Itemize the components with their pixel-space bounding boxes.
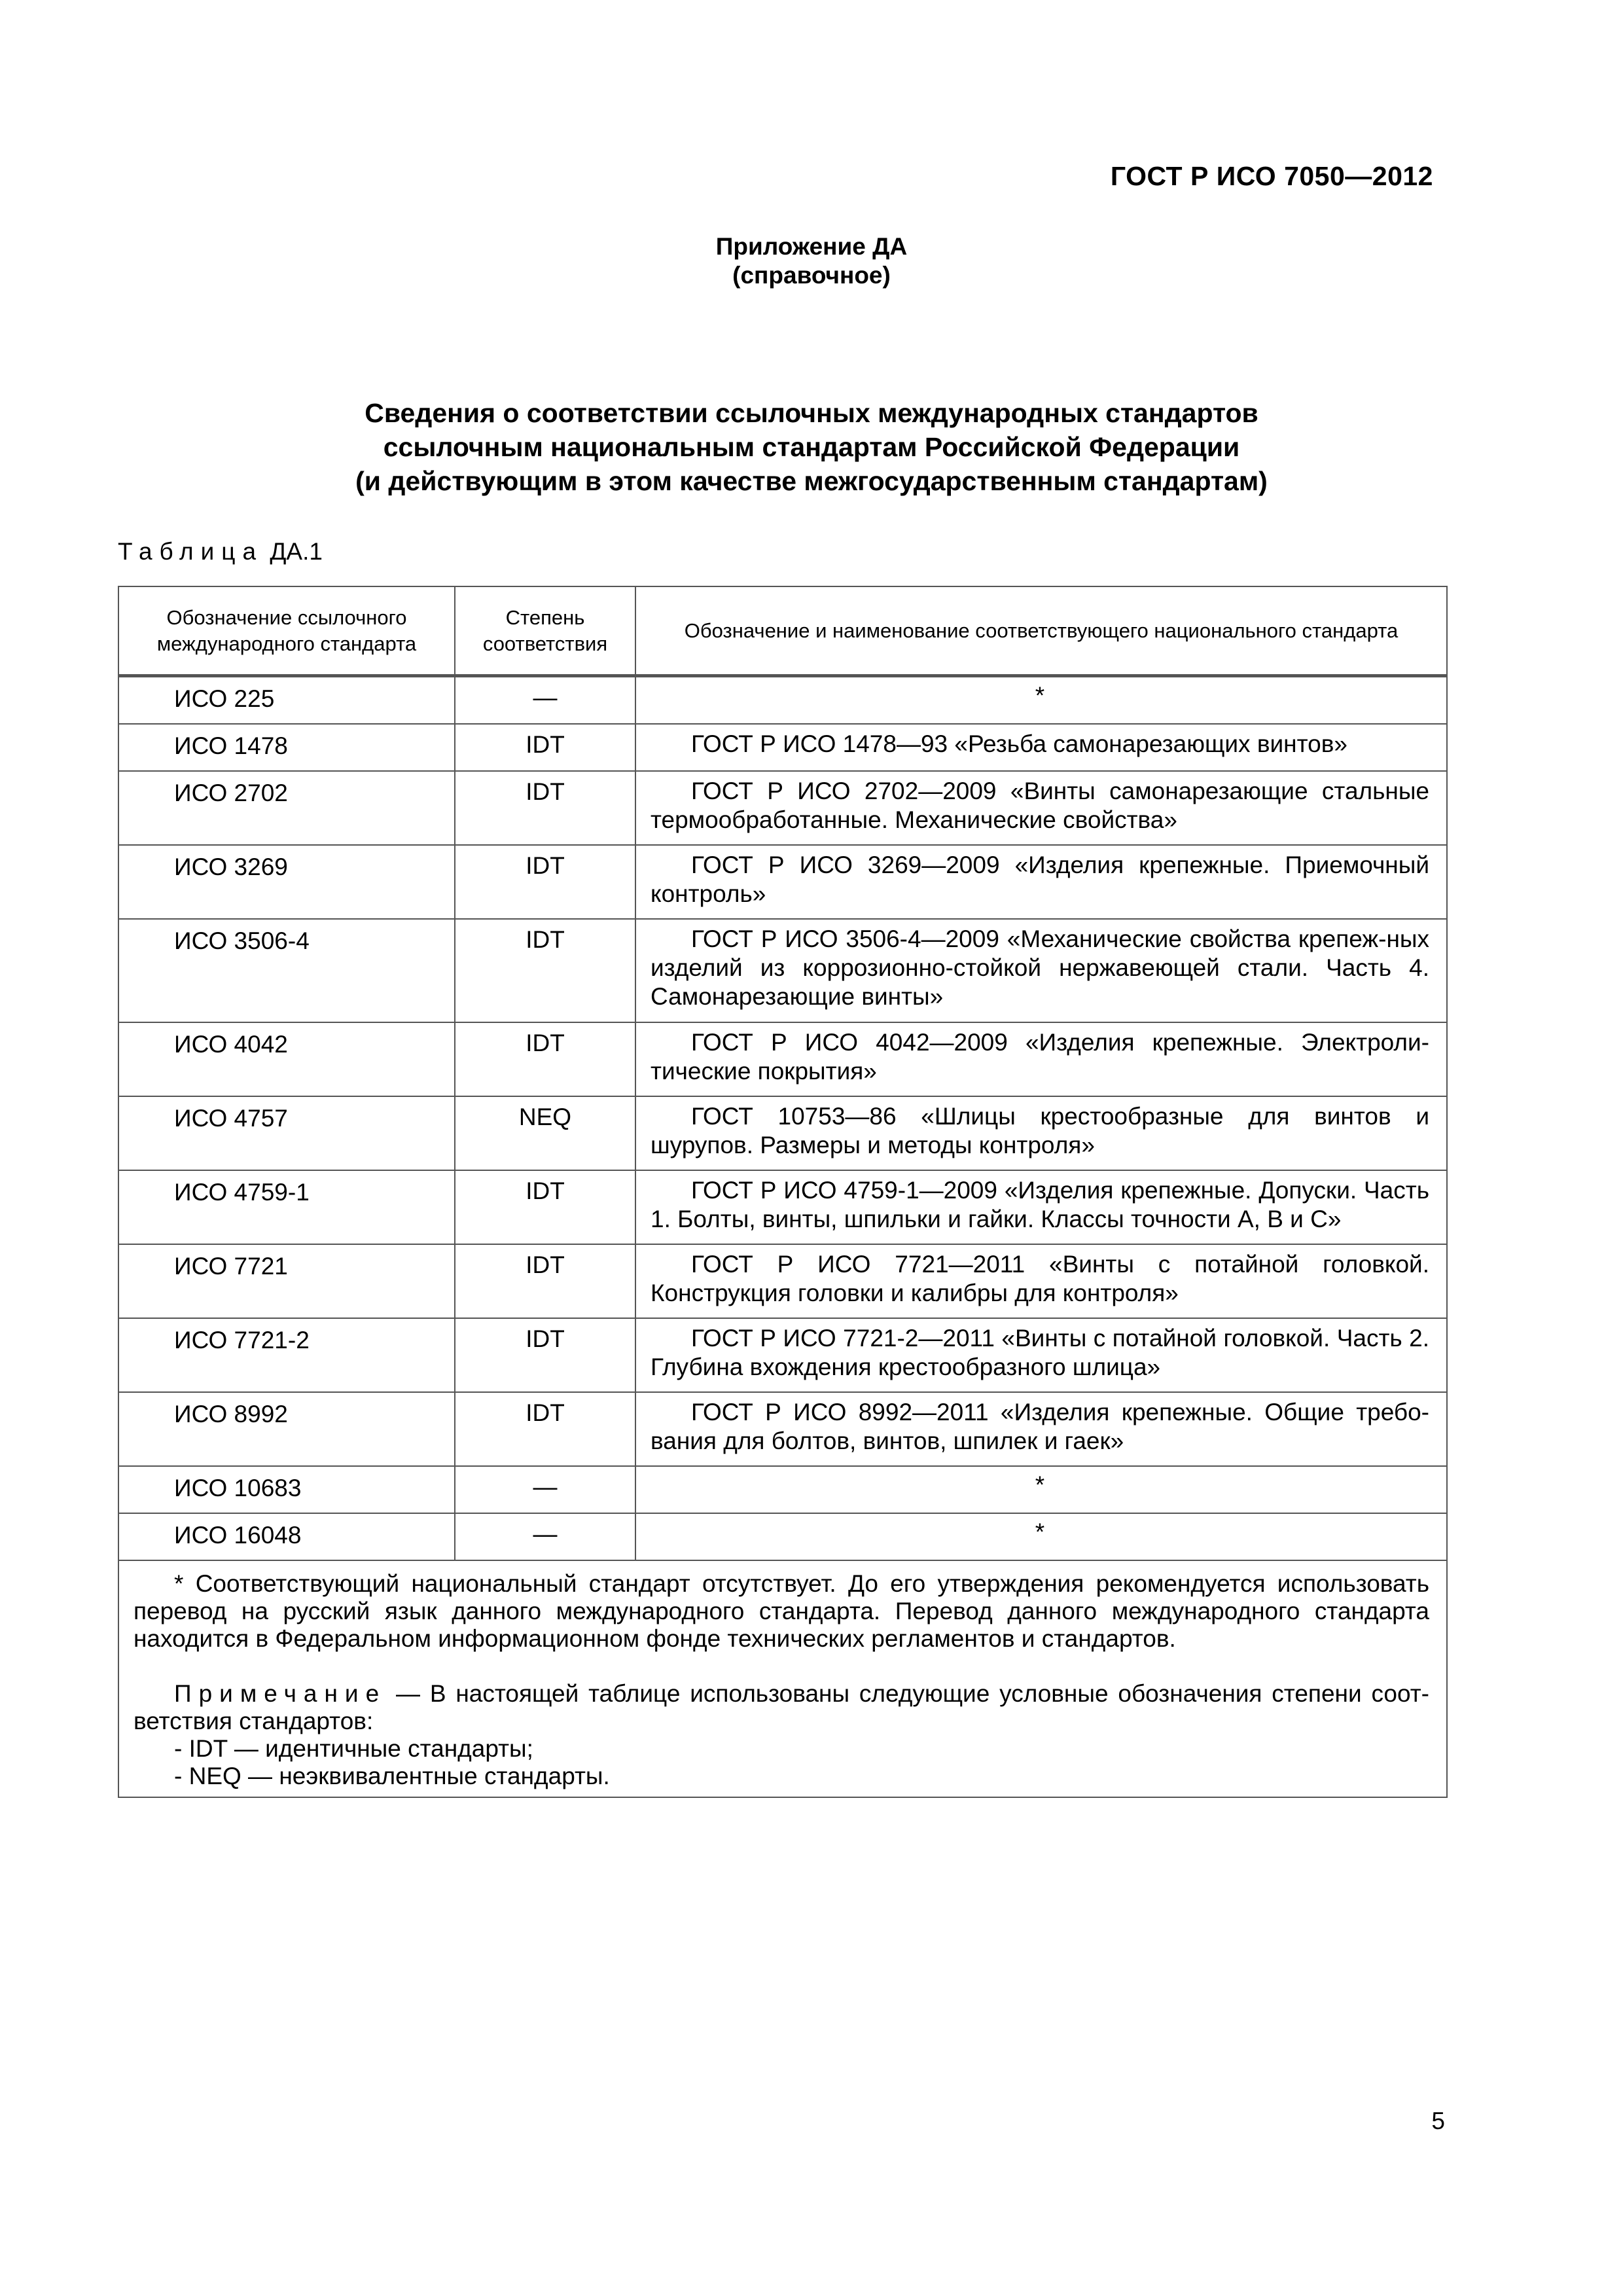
cell-ref: ИСО 7721-2 — [118, 1318, 455, 1392]
cell-ref: ИСО 4757 — [118, 1096, 455, 1170]
cell-ref: ИСО 2702 — [118, 771, 455, 845]
cell-national-text: ГОСТ Р ИСО 4759-1—2009 «Изделия крепежные. Допуски. Часть 1. Болты, винты, шпильки и гайки. Классы точности А, В и С» — [651, 1177, 1429, 1232]
note-label: Примечание — [174, 1680, 387, 1707]
note-paragraph — [134, 1680, 1429, 1735]
cell-degree: — — [455, 1513, 635, 1560]
cell-degree: — — [455, 1466, 635, 1513]
cell-degree: IDT — [455, 1244, 635, 1318]
appendix-heading — [0, 232, 1623, 290]
correspondence-table — [118, 586, 1448, 1798]
cell-degree: NEQ — [455, 1096, 635, 1170]
table-row — [118, 1392, 1447, 1466]
cell-national — [635, 724, 1447, 771]
cell-ref: ИСО 7721 — [118, 1244, 455, 1318]
cell-degree: IDT — [455, 771, 635, 845]
table-row — [118, 1318, 1447, 1392]
table-row — [118, 1096, 1447, 1170]
cell-national: * — [635, 1466, 1447, 1513]
note-item-idt: - IDT — идентичные стандарты; — [174, 1735, 533, 1762]
table-header-row — [118, 586, 1447, 676]
section-title — [0, 396, 1623, 498]
cell-degree: IDT — [455, 1022, 635, 1096]
table-row — [118, 1170, 1447, 1244]
table-row — [118, 919, 1447, 1022]
note-text: — В настоящей таблице использованы следующие условные обозначения степени соот-ветствия стандартов: — [134, 1680, 1429, 1734]
cell-degree: IDT — [455, 724, 635, 771]
cell-national-text: ГОСТ Р ИСО 2702—2009 «Винты самонарезающие стальные термообработанные. Механические свойства» — [651, 778, 1429, 833]
cell-national-text: ГОСТ Р ИСО 3506-4—2009 «Механические свойства крепеж-ных изделий из коррозионно-стойкой нержавеющей стали. Часть 4. Самонарезающие винты» — [651, 925, 1429, 1010]
section-title-line-3: (и действующим в этом качестве межгосударственным стандартам) — [355, 466, 1268, 496]
header-national-standard: Обозначение и наименование соответствующего национального стандарта — [635, 586, 1447, 676]
cell-national-text: ГОСТ Р ИСО 7721—2011 «Винты с потайной головкой. Конструкция головки и калибры для контроля» — [651, 1251, 1429, 1306]
header-degree: Степень соответствия — [455, 586, 635, 676]
table-caption — [118, 538, 323, 565]
cell-national — [635, 919, 1447, 1022]
cell-ref: ИСО 225 — [118, 676, 455, 725]
table-row — [118, 771, 1447, 845]
cell-ref: ИСО 3269 — [118, 845, 455, 919]
cell-degree: IDT — [455, 1318, 635, 1392]
cell-ref: ИСО 1478 — [118, 724, 455, 771]
table-footnote-row — [118, 1560, 1447, 1797]
cell-national — [635, 845, 1447, 919]
table-row — [118, 676, 1447, 725]
table-row — [118, 1244, 1447, 1318]
cell-ref: ИСО 3506-4 — [118, 919, 455, 1022]
cell-degree: — — [455, 676, 635, 725]
cell-national — [635, 1318, 1447, 1392]
page-number: 5 — [1431, 2108, 1445, 2134]
table-row — [118, 1466, 1447, 1513]
cell-degree: IDT — [455, 1392, 635, 1466]
table-row — [118, 1022, 1447, 1096]
cell-national: * — [635, 676, 1447, 725]
cell-ref: ИСО 4042 — [118, 1022, 455, 1096]
cell-national-text: ГОСТ Р ИСО 1478—93 «Резьба самонарезающих винтов» — [691, 730, 1347, 757]
table-caption-label: Таблица — [118, 538, 264, 565]
cell-national — [635, 1244, 1447, 1318]
cell-ref: ИСО 4759-1 — [118, 1170, 455, 1244]
document-code: ГОСТ Р ИСО 7050—2012 — [1110, 161, 1433, 191]
cell-national — [635, 1170, 1447, 1244]
appendix-title: Приложение ДА — [715, 233, 908, 260]
cell-national-text: ГОСТ Р ИСО 4042—2009 «Изделия крепежные. Электроли-тические покрытия» — [651, 1029, 1429, 1085]
cell-national-text: ГОСТ 10753—86 «Шлицы крестообразные для винтов и шурупов. Размеры и методы контроля» — [651, 1103, 1429, 1158]
table-row — [118, 1513, 1447, 1560]
appendix-type: (справочное) — [732, 262, 891, 289]
cell-degree: IDT — [455, 919, 635, 1022]
table-row — [118, 845, 1447, 919]
section-title-line-2: ссылочным национальным стандартам Российской Федерации — [383, 432, 1240, 462]
header-ref-standard: Обозначение ссылочного международного стандарта — [118, 586, 455, 676]
cell-ref: ИСО 10683 — [118, 1466, 455, 1513]
cell-national — [635, 1022, 1447, 1096]
cell-degree: IDT — [455, 845, 635, 919]
cell-national: * — [635, 1513, 1447, 1560]
table-footnote — [118, 1560, 1447, 1797]
footnote-text: * Соответствующий национальный стандарт отсутствует. До его утверждения рекомендуется использовать перевод на русский язык данного международного стандарта. Перевод данного международного стандарта находится в Федеральном информационном фонде технических регламентов и стандартов. — [134, 1570, 1429, 1652]
section-title-line-1: Сведения о соответствии ссылочных международных стандартов — [365, 398, 1258, 428]
table-caption-number: ДА.1 — [270, 538, 323, 565]
cell-national-text: ГОСТ Р ИСО 3269—2009 «Изделия крепежные. Приемочный контроль» — [651, 852, 1429, 907]
cell-ref: ИСО 8992 — [118, 1392, 455, 1466]
table-row — [118, 724, 1447, 771]
cell-ref: ИСО 16048 — [118, 1513, 455, 1560]
cell-national — [635, 1096, 1447, 1170]
note-item-neq: - NEQ — неэквивалентные стандарты. — [174, 1763, 610, 1789]
cell-national — [635, 1392, 1447, 1466]
cell-degree: IDT — [455, 1170, 635, 1244]
cell-national — [635, 771, 1447, 845]
cell-national-text: ГОСТ Р ИСО 7721-2—2011 «Винты с потайной головкой. Часть 2. Глубина вхождения крестообразного шлица» — [651, 1325, 1429, 1380]
cell-national-text: ГОСТ Р ИСО 8992—2011 «Изделия крепежные. Общие требо-вания для болтов, винтов, шпилек и гаек» — [651, 1399, 1429, 1454]
